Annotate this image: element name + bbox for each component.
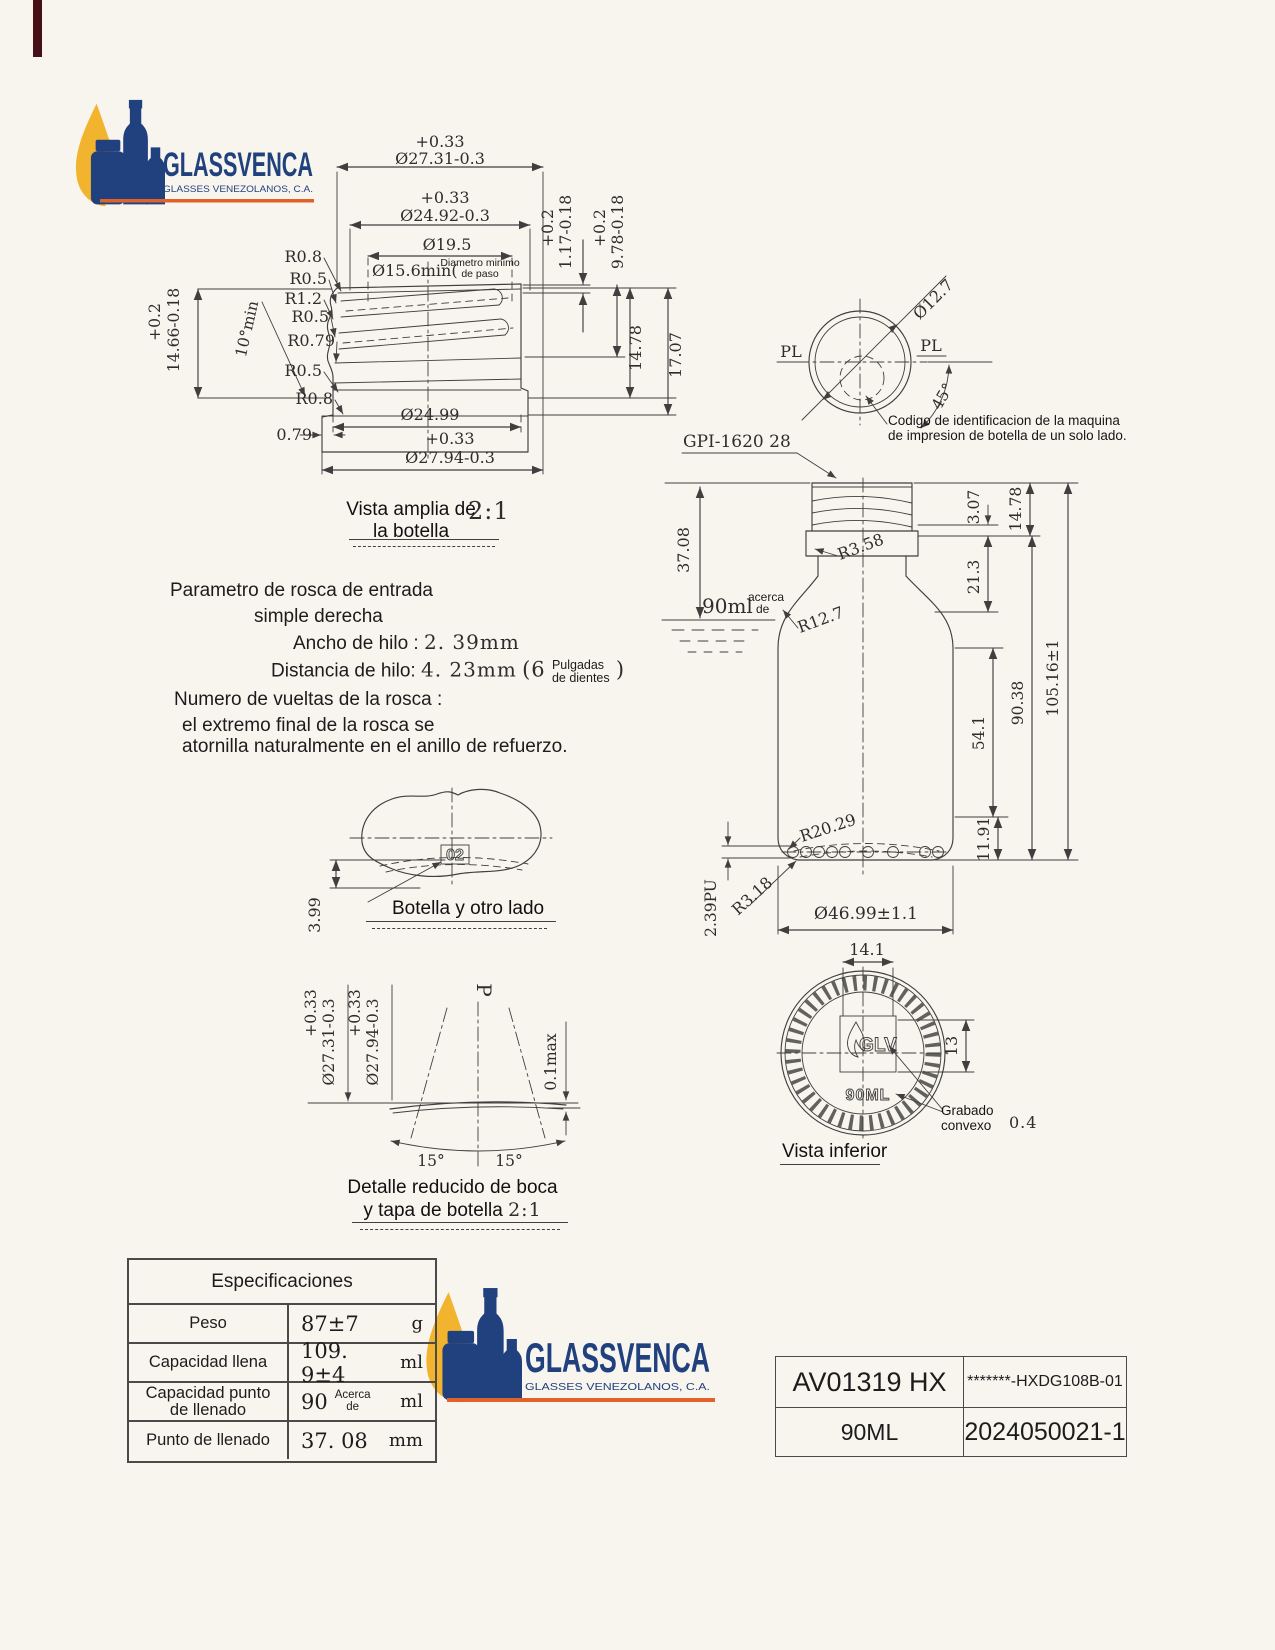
fill-approx-2: de: [756, 602, 770, 616]
param-line-1: Parametro de rosca de entrada: [170, 580, 433, 601]
front-view-dim-lines: [662, 432, 1078, 937]
dim-band-tol: +0.33: [425, 429, 475, 448]
row-approx-1: Acerca: [334, 1389, 371, 1401]
note-line-1: Codigo de identificacion de la maquina: [888, 413, 1120, 428]
param-turns-1: Numero de vueltas de la rosca :: [174, 689, 443, 710]
mouth-caption-underline-2: [360, 1229, 560, 1230]
radius-4: R0.5: [291, 307, 329, 326]
angle-min: 10°min: [231, 299, 263, 359]
machine-code-note: [888, 414, 1148, 443]
dim-bore: Ø19.5: [422, 235, 472, 254]
bottom-view-caption: Vista inferior: [782, 1141, 888, 1162]
spec-table: [127, 1258, 437, 1463]
dim-thread: 9.78-0.18: [609, 194, 627, 270]
width-value: 2. 39mm: [423, 630, 520, 654]
caption-underline-2: [353, 546, 495, 547]
engraving-note-1: Grabado: [941, 1103, 994, 1118]
angle-left: 15°: [417, 1152, 445, 1170]
dim-body-total: 90.38: [1009, 680, 1027, 726]
pl-right-label: PL: [920, 336, 942, 355]
dim-step: 0.79: [276, 425, 312, 444]
fill-approx-1: acerca: [748, 590, 785, 604]
mouth-caption-line-1: Detalle reducido de boca: [347, 1177, 558, 1198]
jar-icon: [442, 1343, 479, 1400]
dim-thread-tol: +0.2: [591, 209, 609, 247]
thread-view-caption: [346, 497, 510, 543]
pitch-note-1: Pulgadas: [551, 658, 605, 672]
bottle-small-icon: [502, 1339, 522, 1400]
dim-engraving-circle: Ø12.7: [909, 275, 958, 324]
logo-underline-footer: [447, 1398, 715, 1402]
logo-subtitle-footer: GLASSES VENEZOLANOS, C.A.: [525, 1381, 710, 1393]
detail-dim-band: Ø27.94-0.3: [364, 998, 382, 1086]
dim-collar: Ø24.99: [400, 405, 460, 424]
detail-dim-od-tol: +0.33: [302, 989, 320, 1037]
param-line-2: simple derecha: [254, 606, 383, 627]
param-thread-pitch: [168, 657, 626, 685]
caption-line-1: Vista amplia de: [346, 499, 476, 520]
dim-logo-width: 14.1: [849, 940, 885, 959]
r-neck: R3.58: [834, 529, 887, 564]
dim-logo-height: 13: [942, 1035, 961, 1057]
engraving-02: 02: [446, 847, 464, 864]
width-label: Ancho de hilo :: [293, 633, 419, 654]
detail-dim-od: Ø27.31-0.3: [320, 998, 338, 1086]
table-row: [129, 1383, 435, 1422]
dim-finish-height: 14.78: [626, 325, 645, 371]
front-view: [662, 432, 1078, 937]
dim-neck: 14.66-0.18: [165, 287, 183, 373]
base-logo-glv: GLV: [859, 1035, 897, 1056]
spec-table-title: Especificaciones: [129, 1260, 435, 1305]
dim-bead-height: 3.07: [965, 489, 983, 525]
row-value: 109. 9±4: [301, 1338, 348, 1387]
radius-6: R0.5: [284, 361, 322, 380]
row-label: Capacidad llena: [148, 1353, 268, 1371]
dim-band: Ø27.94-0.3: [405, 448, 495, 467]
r-heel: R20.29: [797, 809, 859, 846]
mold-code: *******-HXDG108B-01: [964, 1357, 1126, 1408]
dim-body-height: 54.1: [970, 715, 988, 751]
pitch-label: Distancia de hilo:: [271, 660, 416, 682]
dim-heel-height: 11.91: [975, 816, 993, 862]
row-approx-2: de: [346, 1400, 360, 1413]
pitch-open: (6: [522, 657, 546, 682]
radius-7: R0.8: [295, 389, 333, 408]
other-side-caption: Botella y otro lado: [392, 898, 545, 919]
row-unit: ml: [400, 1352, 423, 1373]
dim-od-tol: +0.33: [415, 132, 465, 151]
row-value: 90: [301, 1389, 328, 1414]
bottle-tall-icon: [477, 1296, 504, 1400]
caption-underline: [349, 539, 499, 540]
company-logo: [76, 100, 165, 206]
dim-root-tol: +0.33: [420, 188, 470, 207]
dim-min-pass: Ø15.6min(: [372, 261, 458, 280]
mouth-detail-scale: 2:1: [508, 1199, 542, 1221]
thread-parameters: [168, 580, 626, 762]
bottle-cap-icon: [483, 1288, 497, 1297]
radius-3: R1.2: [284, 289, 322, 308]
row-label-2: de llenado: [169, 1400, 247, 1419]
min-pass-note-2: de paso: [461, 268, 499, 280]
dim-neck-tol: +0.2: [146, 303, 164, 341]
dim-flatness: 0.1max: [542, 1033, 560, 1091]
dim-neck-height: 21.3: [965, 559, 983, 595]
jar-icon: [91, 151, 125, 204]
dim-total-height-front: 105.16±1: [1044, 639, 1062, 717]
other-side-underline: [366, 921, 556, 922]
dim-od: Ø27.31-0.3: [395, 149, 485, 168]
row-unit: mm: [388, 1430, 423, 1451]
mouth-caption-text: y tapa de botella: [363, 1200, 503, 1221]
dim-base-diameter: Ø46.99±1.1: [814, 904, 918, 924]
table-row: [129, 1338, 435, 1387]
pl-left-label: PL: [780, 342, 802, 361]
order-number: 2024050021-1: [964, 1417, 1126, 1446]
other-side-underline-2: [372, 928, 547, 929]
row-unit: g: [411, 1313, 423, 1334]
knurl-pitch: 2.39PU: [702, 879, 720, 937]
engraving-depth: 0.4: [1009, 1113, 1038, 1132]
top-view: [777, 275, 992, 428]
radius-1: R0.8: [284, 247, 322, 266]
caption-line-2: la botella: [372, 521, 450, 542]
logo-underline: [100, 199, 314, 203]
fill-volume: 90ml: [702, 594, 753, 618]
pitch-close: ): [615, 657, 626, 682]
dim-root: Ø24.92-0.3: [400, 206, 490, 225]
dim-total-height: 17.07: [666, 332, 685, 378]
param-turns-2: el extremo final de la rosca se: [182, 715, 435, 736]
bottle-tall-icon: [123, 108, 148, 205]
radius-5: R0.79: [287, 331, 335, 350]
bottle-cap-icon: [129, 100, 142, 109]
company-logo-footer: [426, 1288, 522, 1402]
dim-angle-45: 45°: [928, 380, 958, 413]
note-line-2: de impresion de botella de un solo lado.: [888, 427, 1127, 443]
param-turns-3: atornilla naturalmente en el anillo de refuerzo.: [182, 736, 568, 757]
dim-bead: 1.17-0.18: [557, 194, 575, 270]
dim-fill-height: 37.08: [674, 527, 693, 573]
dim-finish-height-front: 14.78: [1007, 486, 1025, 532]
table-row: [129, 1422, 435, 1459]
row-label: Punto de llenado: [146, 1431, 270, 1449]
r-base: R3.18: [727, 872, 777, 919]
engraving-note: [941, 1103, 1038, 1133]
bottom-view-underline: [780, 1164, 880, 1165]
axis-label-p: P: [472, 983, 496, 997]
base-volume-90ml: 90ML: [845, 1087, 891, 1104]
min-pass-note-1: Diametro minimo: [440, 257, 520, 269]
engraving-note-2: convexo: [941, 1117, 992, 1133]
row-label: Peso: [189, 1314, 227, 1332]
mouth-detail-view: [302, 983, 580, 1170]
row-value: 87±7: [301, 1311, 359, 1336]
dim-bead-tol: +0.2: [539, 209, 557, 247]
finish-code: GPI-1620 28: [683, 432, 791, 452]
pitch-note-stack: [552, 659, 610, 684]
pitch-value: 4. 23mm: [420, 657, 517, 682]
pitch-note-2: de dientes: [551, 670, 610, 685]
detail-dim-band-tol: +0.33: [346, 989, 364, 1037]
title-block: [775, 1356, 1127, 1457]
logo-wordmark: GLASSVENCA: [163, 146, 313, 184]
row-unit: ml: [400, 1391, 423, 1412]
logo-subtitle: GLASSES VENEZOLANOS, C.A.: [163, 184, 313, 194]
logo-wordmark-footer: GLASSVENCA: [525, 1334, 710, 1381]
mouth-caption-underline: [352, 1222, 568, 1223]
view-scale: 2:1: [468, 497, 510, 525]
mouth-caption-line-2: [330, 1199, 575, 1222]
radius-2: R0.5: [289, 269, 327, 288]
angle-right: 15°: [495, 1152, 523, 1170]
r-shoulder: R12.7: [794, 602, 847, 637]
volume-label: 90ML: [776, 1408, 964, 1456]
param-thread-width: [168, 632, 588, 654]
dim-engraving-height: 3.99: [305, 897, 324, 933]
jar-rim-icon: [448, 1331, 475, 1343]
mouth-detail-caption: [330, 1177, 575, 1222]
jar-rim-icon: [96, 140, 121, 151]
model-number: AV01319 HX: [776, 1357, 964, 1408]
row-label: Capacidad punto: [145, 1383, 271, 1402]
row-value: 37. 08: [301, 1428, 368, 1453]
